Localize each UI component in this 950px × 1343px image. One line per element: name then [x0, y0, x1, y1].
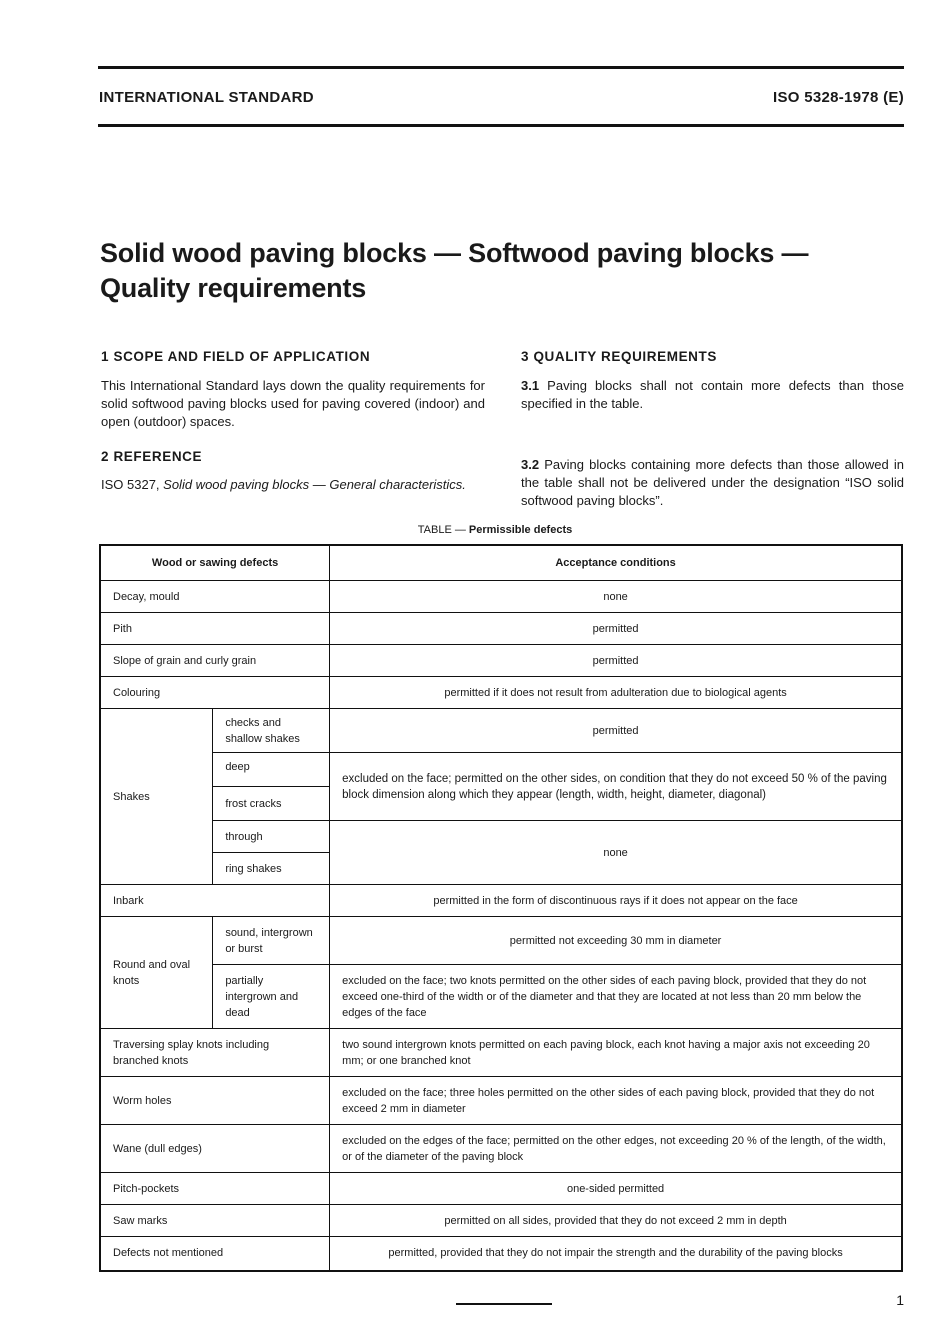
table-row	[100, 709, 902, 753]
condition-cell: permitted on all sides, provided that they do not exceed 2 mm in depth	[330, 1205, 902, 1237]
condition-cell: excluded on the face; three holes permitted on the other sides of each paving block, provided that they do not exceed 2 mm in diameter	[330, 1077, 902, 1125]
condition-cell: permitted not exceeding 30 mm in diameter	[330, 917, 902, 965]
header-standard-number: ISO 5328-1978 (E)	[772, 89, 904, 106]
clause-text-3-1: Paving blocks shall not contain more defects than those specified in the table.	[521, 378, 904, 411]
condition-cell: two sound intergrown knots permitted on each paving block, each knot having a major axis not exceeding 20 mm; or one branched knot	[330, 1029, 902, 1077]
reference-title: Solid wood paving blocks — General characteristics.	[163, 477, 466, 492]
footer-rule	[456, 1303, 552, 1305]
table-row	[100, 581, 902, 613]
condition-cell: none	[330, 581, 902, 613]
condition-cell: permitted	[330, 645, 902, 677]
defect-cell: Inbark	[100, 885, 330, 917]
table-caption	[0, 524, 950, 536]
document-title	[100, 236, 900, 306]
defect-cell: Slope of grain and curly grain	[100, 645, 330, 677]
defect-cell: Colouring	[100, 677, 330, 709]
table-row	[100, 1029, 902, 1077]
condition-cell: excluded on the edges of the face; permitted on the other edges, not exceeding 20 % of the length, of the width, or of the diameter of the paving block	[330, 1125, 902, 1173]
defects-table	[99, 544, 903, 1272]
quality-heading: 3 QUALITY REQUIREMENTS	[521, 349, 717, 364]
condition-cell: permitted	[330, 709, 902, 753]
sub-defect-cell: ring shakes	[213, 853, 330, 885]
table-row	[100, 1173, 902, 1205]
condition-cell: excluded on the face; two knots permitted on the other sides of each paving block, provided that they do not exceed one-third of the width or of the diameter and that they are located at not less than 20 mm below the edges of the face	[330, 965, 902, 1029]
header-bottom-rule	[98, 124, 904, 127]
title-line-2: Quality requirements	[100, 273, 367, 303]
defect-cell: Pitch-pockets	[100, 1173, 330, 1205]
condition-cell: permitted in the form of discontinuous rays if it does not appear on the face	[330, 885, 902, 917]
quality-clause-3-2	[521, 456, 904, 510]
column-header-defects: Wood or sawing defects	[100, 545, 330, 581]
condition-cell: permitted if it does not result from adulteration due to biological agents	[330, 677, 902, 709]
header-top-rule	[98, 66, 904, 69]
title-line-1: Solid wood paving blocks — Softwood paving blocks —	[100, 238, 809, 268]
table-row	[100, 1077, 902, 1125]
table-row	[100, 965, 902, 1029]
table-row	[100, 1237, 902, 1271]
reference-prefix: ISO 5327,	[101, 477, 164, 492]
scope-heading: 1 SCOPE AND FIELD OF APPLICATION	[101, 349, 371, 364]
defect-cell: Defects not mentioned	[100, 1237, 330, 1271]
defect-cell: Saw marks	[100, 1205, 330, 1237]
sub-defect-cell: partially intergrown and dead	[213, 965, 330, 1029]
table-row	[100, 1125, 902, 1173]
table-row	[100, 613, 902, 645]
table-row	[100, 917, 902, 965]
table-row	[100, 645, 902, 677]
condition-cell: none	[330, 821, 902, 885]
column-header-acceptance: Acceptance conditions	[330, 545, 902, 581]
table-row	[100, 753, 902, 787]
table-header-row	[100, 545, 902, 581]
left-column	[101, 348, 485, 494]
table-row	[100, 821, 902, 853]
scope-text: This International Standard lays down the quality requirements for solid softwood paving blocks used for paving covered (indoor) and open (outdoor) spaces.	[101, 378, 485, 429]
clause-number-3-1: 3.1	[521, 378, 540, 393]
table-caption-title: Permissible defects	[468, 524, 573, 536]
condition-cell: one-sided permitted	[330, 1173, 902, 1205]
defect-cell: Wane (dull edges)	[100, 1125, 330, 1173]
condition-cell: permitted, provided that they do not impair the strength and the durability of the paving blocks	[330, 1237, 902, 1271]
defect-cell: Traversing splay knots including branched knots	[100, 1029, 330, 1077]
knots-group-label: Round and oval knots	[100, 917, 213, 1029]
table-row	[100, 885, 902, 917]
quality-clause-3-1	[521, 377, 904, 413]
reference-text	[101, 476, 485, 494]
right-column	[521, 348, 904, 510]
condition-cell: excluded on the face; permitted on the other sides, on condition that they do not exceed 50 % of the paving block dimension along which they appear (length, width, height, diameter, diagonal)	[330, 753, 902, 821]
defect-cell: Decay, mould	[100, 581, 330, 613]
clause-text-3-2: Paving blocks containing more defects than those allowed in the table shall not be delivered under the designation “ISO solid softwood paving blocks”.	[521, 457, 904, 508]
header-standard-type: INTERNATIONAL STANDARD	[99, 89, 314, 106]
sub-defect-cell: through	[213, 821, 330, 853]
defect-cell: Pith	[100, 613, 330, 645]
page-number: 1	[896, 1292, 904, 1308]
table-row	[100, 677, 902, 709]
table-row	[100, 1205, 902, 1237]
table-caption-prefix: TABLE —	[417, 524, 469, 536]
clause-number-3-2: 3.2	[521, 457, 540, 472]
sub-defect-cell: sound, intergrown or burst	[213, 917, 330, 965]
sub-defect-cell: deep	[213, 753, 330, 787]
defect-cell: Worm holes	[100, 1077, 330, 1125]
reference-heading: 2 REFERENCE	[101, 449, 203, 464]
sub-defect-cell: checks and shallow shakes	[213, 709, 330, 753]
condition-cell: permitted	[330, 613, 902, 645]
sub-defect-cell: frost cracks	[213, 787, 330, 821]
shakes-group-label: Shakes	[100, 709, 213, 885]
